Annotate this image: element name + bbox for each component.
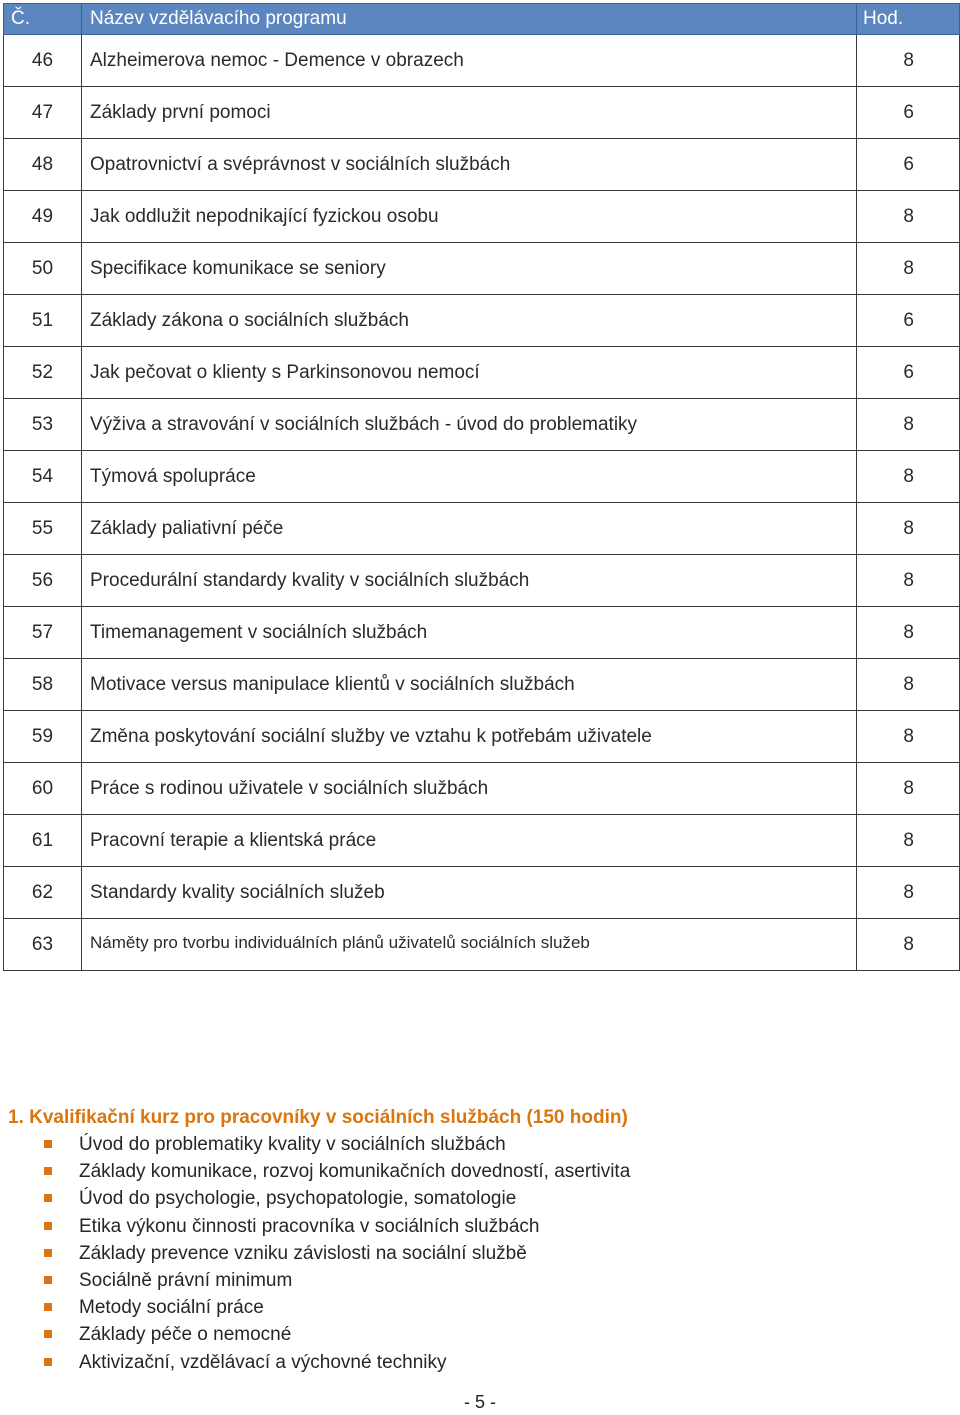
row-program-name: Jak pečovat o klienty s Parkinsonovou nemocí xyxy=(82,347,857,399)
table-header-row xyxy=(4,4,960,35)
list-item xyxy=(8,1240,948,1267)
row-hours: 8 xyxy=(857,815,960,867)
row-hours: 8 xyxy=(857,451,960,503)
table-row xyxy=(4,191,960,243)
row-number: 46 xyxy=(4,35,82,87)
list-item-label: Základy prevence vzniku závislosti na sociální službě xyxy=(79,1242,527,1264)
row-number: 59 xyxy=(4,711,82,763)
row-number: 50 xyxy=(4,243,82,295)
list-item xyxy=(8,1158,948,1185)
row-hours: 8 xyxy=(857,555,960,607)
list-item-label: Základy komunikace, rozvoj komunikačních dovedností, asertivita xyxy=(79,1161,631,1183)
list-item xyxy=(8,1321,948,1348)
row-hours: 8 xyxy=(857,711,960,763)
row-number: 61 xyxy=(4,815,82,867)
list-item-label: Etika výkonu činnosti pracovníka v sociálních službách xyxy=(79,1215,540,1237)
row-program-name: Procedurální standardy kvality v sociálních službách xyxy=(82,555,857,607)
row-hours: 8 xyxy=(857,243,960,295)
list-item xyxy=(8,1185,948,1212)
row-number: 48 xyxy=(4,139,82,191)
row-hours: 8 xyxy=(857,399,960,451)
row-hours: 8 xyxy=(857,659,960,711)
row-hours: 6 xyxy=(857,347,960,399)
square-bullet-icon xyxy=(44,1140,52,1148)
square-bullet-icon xyxy=(44,1167,52,1175)
row-program-name xyxy=(82,919,857,971)
row-number: 63 xyxy=(4,919,82,971)
square-bullet-icon xyxy=(44,1249,52,1257)
header-number: Č. xyxy=(4,4,82,35)
square-bullet-icon xyxy=(44,1303,52,1311)
table-row xyxy=(4,295,960,347)
list-item xyxy=(8,1213,948,1240)
course-title: 1. Kvalifikační kurz pro pracovníky v sociálních službách (150 hodin) xyxy=(8,1107,628,1128)
row-hours: 8 xyxy=(857,607,960,659)
list-item-label: Úvod do problematiky kvality v sociálních službách xyxy=(79,1134,506,1155)
list-item xyxy=(8,1349,948,1376)
list-item xyxy=(8,1294,948,1321)
row-program-name: Práce s rodinou uživatele v sociálních službách xyxy=(82,763,857,815)
row-hours: 6 xyxy=(857,87,960,139)
row-hours: 6 xyxy=(857,139,960,191)
row-program-name: Alzheimerova nemoc - Demence v obrazech xyxy=(82,35,857,87)
square-bullet-icon xyxy=(44,1194,52,1202)
row-hours: 6 xyxy=(857,295,960,347)
row-number: 52 xyxy=(4,347,82,399)
table-row xyxy=(4,139,960,191)
row-program-name: Týmová spolupráce xyxy=(82,451,857,503)
table-row xyxy=(4,815,960,867)
list-item xyxy=(8,1267,948,1294)
list-item-label: Sociálně právní minimum xyxy=(79,1269,293,1291)
row-number: 55 xyxy=(4,503,82,555)
list-item-label: Aktivizační, vzdělávací a výchovné techniky xyxy=(79,1351,447,1373)
table-row xyxy=(4,87,960,139)
row-number: 60 xyxy=(4,763,82,815)
page-number: - 5 - xyxy=(463,1392,496,1412)
course-section xyxy=(8,1105,948,1376)
table-row xyxy=(4,711,960,763)
table-row xyxy=(4,659,960,711)
square-bullet-icon xyxy=(44,1358,52,1366)
program-table xyxy=(3,3,960,971)
table-row xyxy=(4,451,960,503)
table-row xyxy=(4,763,960,815)
table-row xyxy=(4,347,960,399)
row-number: 51 xyxy=(4,295,82,347)
row-hours: 8 xyxy=(857,867,960,919)
header-hours: Hod. xyxy=(857,4,960,35)
row-hours: 8 xyxy=(857,919,960,971)
row-program-name: Výživa a stravování v sociálních službách - úvod do problematiky xyxy=(82,399,857,451)
row-program-name: Jak oddlužit nepodnikající fyzickou osobu xyxy=(82,191,857,243)
header-program-name: Název vzdělávacího programu xyxy=(82,4,857,35)
table-row xyxy=(4,503,960,555)
row-program-name: Opatrovnictví a svéprávnost v sociálních službách xyxy=(82,139,857,191)
row-program-name: Změna poskytování sociální služby ve vztahu k potřebám uživatele xyxy=(82,711,857,763)
row-hours: 8 xyxy=(857,503,960,555)
row-hours: 8 xyxy=(857,763,960,815)
row-program-name: Pracovní terapie a klientská práce xyxy=(82,815,857,867)
row-number: 57 xyxy=(4,607,82,659)
list-item xyxy=(8,1131,948,1158)
row-number: 58 xyxy=(4,659,82,711)
table-row xyxy=(4,555,960,607)
table-row xyxy=(4,607,960,659)
row-program-name: Základy paliativní péče xyxy=(82,503,857,555)
course-topic-list xyxy=(8,1131,948,1376)
row-program-name: Základy zákona o sociálních službách xyxy=(82,295,857,347)
row-hours: 8 xyxy=(857,191,960,243)
table-row xyxy=(4,919,960,971)
row-number: 54 xyxy=(4,451,82,503)
list-item-label: Úvod do psychologie, psychopatologie, somatologie xyxy=(79,1188,517,1210)
list-item-label: Základy péče o nemocné xyxy=(79,1324,292,1346)
row-program-name: Timemanagement v sociálních službách xyxy=(82,607,857,659)
row-hours: 8 xyxy=(857,35,960,87)
table-row xyxy=(4,399,960,451)
row-number: 56 xyxy=(4,555,82,607)
square-bullet-icon xyxy=(44,1222,52,1230)
row-program-name-text: Náměty pro tvorbu individuálních plánů uživatelů sociálních služeb xyxy=(90,932,590,952)
square-bullet-icon xyxy=(44,1276,52,1284)
row-program-name: Standardy kvality sociálních služeb xyxy=(82,867,857,919)
row-program-name: Motivace versus manipulace klientů v sociálních službách xyxy=(82,659,857,711)
square-bullet-icon xyxy=(44,1330,52,1338)
list-item-label: Metody sociální práce xyxy=(79,1297,264,1319)
row-program-name: Základy první pomoci xyxy=(82,87,857,139)
row-number: 49 xyxy=(4,191,82,243)
table-row xyxy=(4,35,960,87)
row-program-name: Specifikace komunikace se seniory xyxy=(82,243,857,295)
table-row xyxy=(4,243,960,295)
row-number: 47 xyxy=(4,87,82,139)
row-number: 53 xyxy=(4,399,82,451)
table-row xyxy=(4,867,960,919)
row-number: 62 xyxy=(4,867,82,919)
